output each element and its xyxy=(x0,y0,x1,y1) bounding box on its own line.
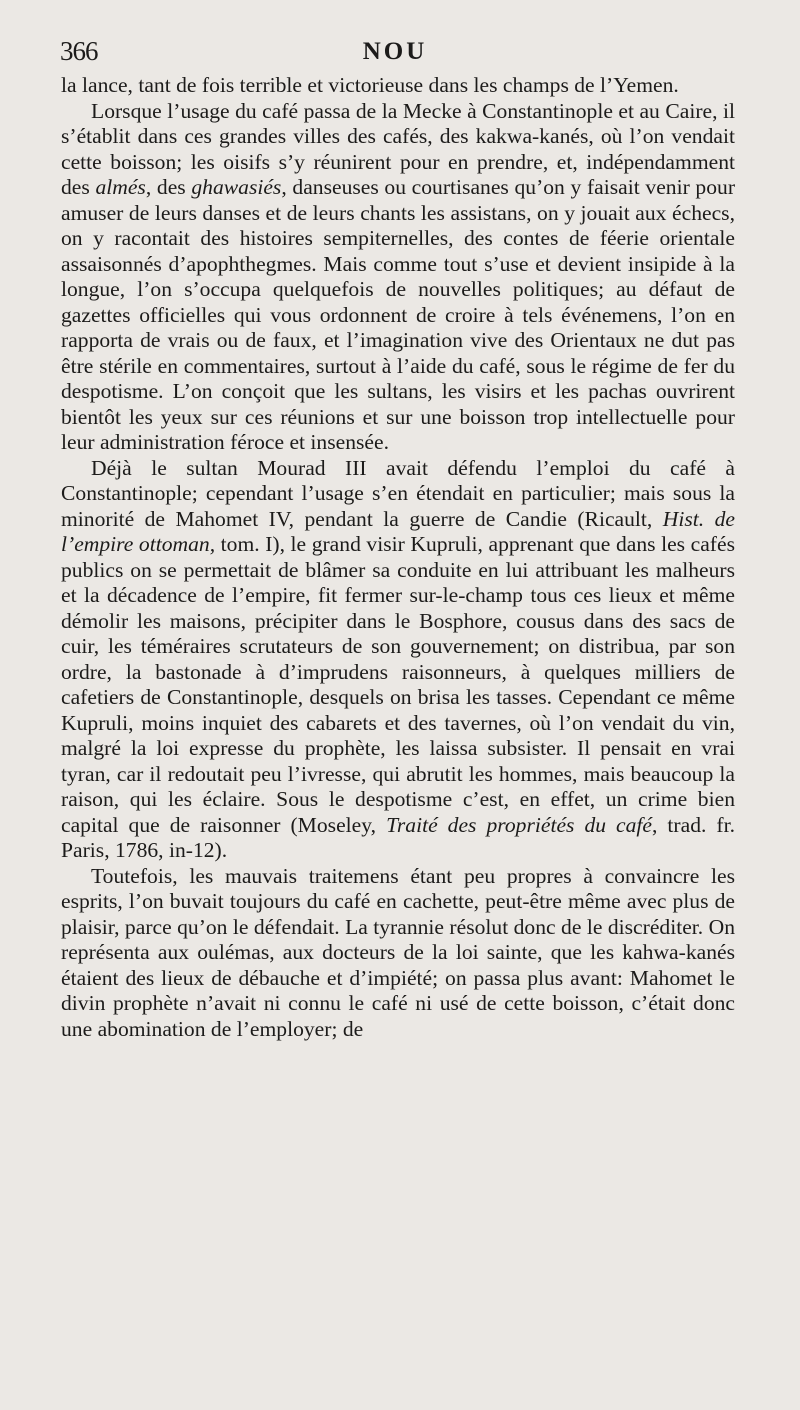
text-segment: la lance, tant de fois terrible et victorieuse dans les champs de l’Yemen. xyxy=(61,73,679,97)
italic-term-ghawasies: ghawasiés xyxy=(191,175,282,199)
text-segment: , trad. fr. Paris, 1786, in-12). xyxy=(61,812,735,862)
body-text xyxy=(61,73,735,1042)
text-segment: , danseuses ou courtisanes qu’on y faisait venir pour amuser de leurs danses et de leurs chants les assistans, on y jouait aux échecs, on y racontait des histoires sempiternelles, des contes de féerie orientale assaisonnés d’apophthegmes. Mais comme tout s’use et devient insipide à la longue, l’on s’occupa quelquefois de nouvelles politiques; au défaut de gazettes officielles qui vous ordonnent de croire à tels événemens, l’on en rapporta de vrais ou de faux, et l’imagination vive des Orientaux ne dut pas être stérile en commentaires, surtout à l’aide du café, sous le régime de fer du despotisme. L’on conçoit que les sultans, les visirs et les pachas ouvrirent bientôt les yeux sur ces réunions et sur une boisson trop intellectuelle pour leur administration féroce et insensée. xyxy=(61,175,736,454)
paragraph-mourad-kupruli xyxy=(61,456,735,864)
text-segment: , des xyxy=(145,175,192,199)
text-segment: tom. I), le grand visir Kupruli, apprenant que dans les cafés publics on se permettait de blâmer sa conduite en lui attribuant les malheurs et la décadence de l’empire, fit fermer sur-le-champ tous ces lieux et même démolir les maisons, précipiter dans le Bosphore, cousus dans des sacs de cuir, les téméraires scrutateurs de son gouvernement; on distribua, par son ordre, la bastonade à d’imprudens raisonneurs, à quelques milliers de cafetiers de Constantinople, desquels on brisa les tasses. Cependant ce même Kupruli, moins inquiet des cabarets et des tavernes, où l’on vendait du vin, malgré la loi expresse du prophète, les laissa subsister. Il pensait en vrai tyran, car il redoutait peu l’ivresse, qui abrutit les hommes, mais beaucoup la raison, qui les éclaire. Sous le despotisme c’est, en effet, un crime bien capital que de raisonner (Moseley, xyxy=(61,532,735,837)
italic-citation-ricault: Hist. de l’empire ottoman, xyxy=(61,506,735,556)
text-segment: Déjà le sultan Mourad III avait défendu l’emploi du café à Constantinople; cependant l’usage s’en étendait en particulier; mais sous la minorité de Mahomet IV, pendant la guerre de Candie (Ricault, xyxy=(61,455,735,531)
text-segment: Toutefois, les mauvais traitemens étant peu propres à convaincre les esprits, l’on buvait toujours du café en cachette, peut-être même avec plus de plaisir, parce qu’on le défendait. La tyrannie résolut donc de le discréditer. On représenta aux oulémas, aux docteurs de la loi sainte, que les kahwa-kanés étaient des lieux de débauche et d’impiété; on passa plus avant: Mahomet le divin prophète n’avait ni connu le café ni usé de cette boisson, c’était donc une abomination de l’employer; de xyxy=(61,863,735,1041)
running-head: NOU xyxy=(362,38,428,65)
paragraph-cafes-origin xyxy=(61,99,735,456)
italic-citation-moseley: Traité des propriétés du café xyxy=(386,812,653,837)
paragraph-tyranny xyxy=(61,864,735,1043)
page-header xyxy=(0,32,800,72)
italic-term-almes: almés xyxy=(95,175,146,199)
text-segment: Lorsque l’usage du café passa de la Mecke à Constantinople et au Caire, il s’établit dans ces grandes villes des cafés, des kakwa-kanés, où l’on vendait cette boisson; les oisifs s’y réunirent pour en prendre, et, indépendamment des xyxy=(61,98,735,199)
page-number: 366 xyxy=(60,36,98,66)
paragraph-continuation xyxy=(61,73,735,99)
